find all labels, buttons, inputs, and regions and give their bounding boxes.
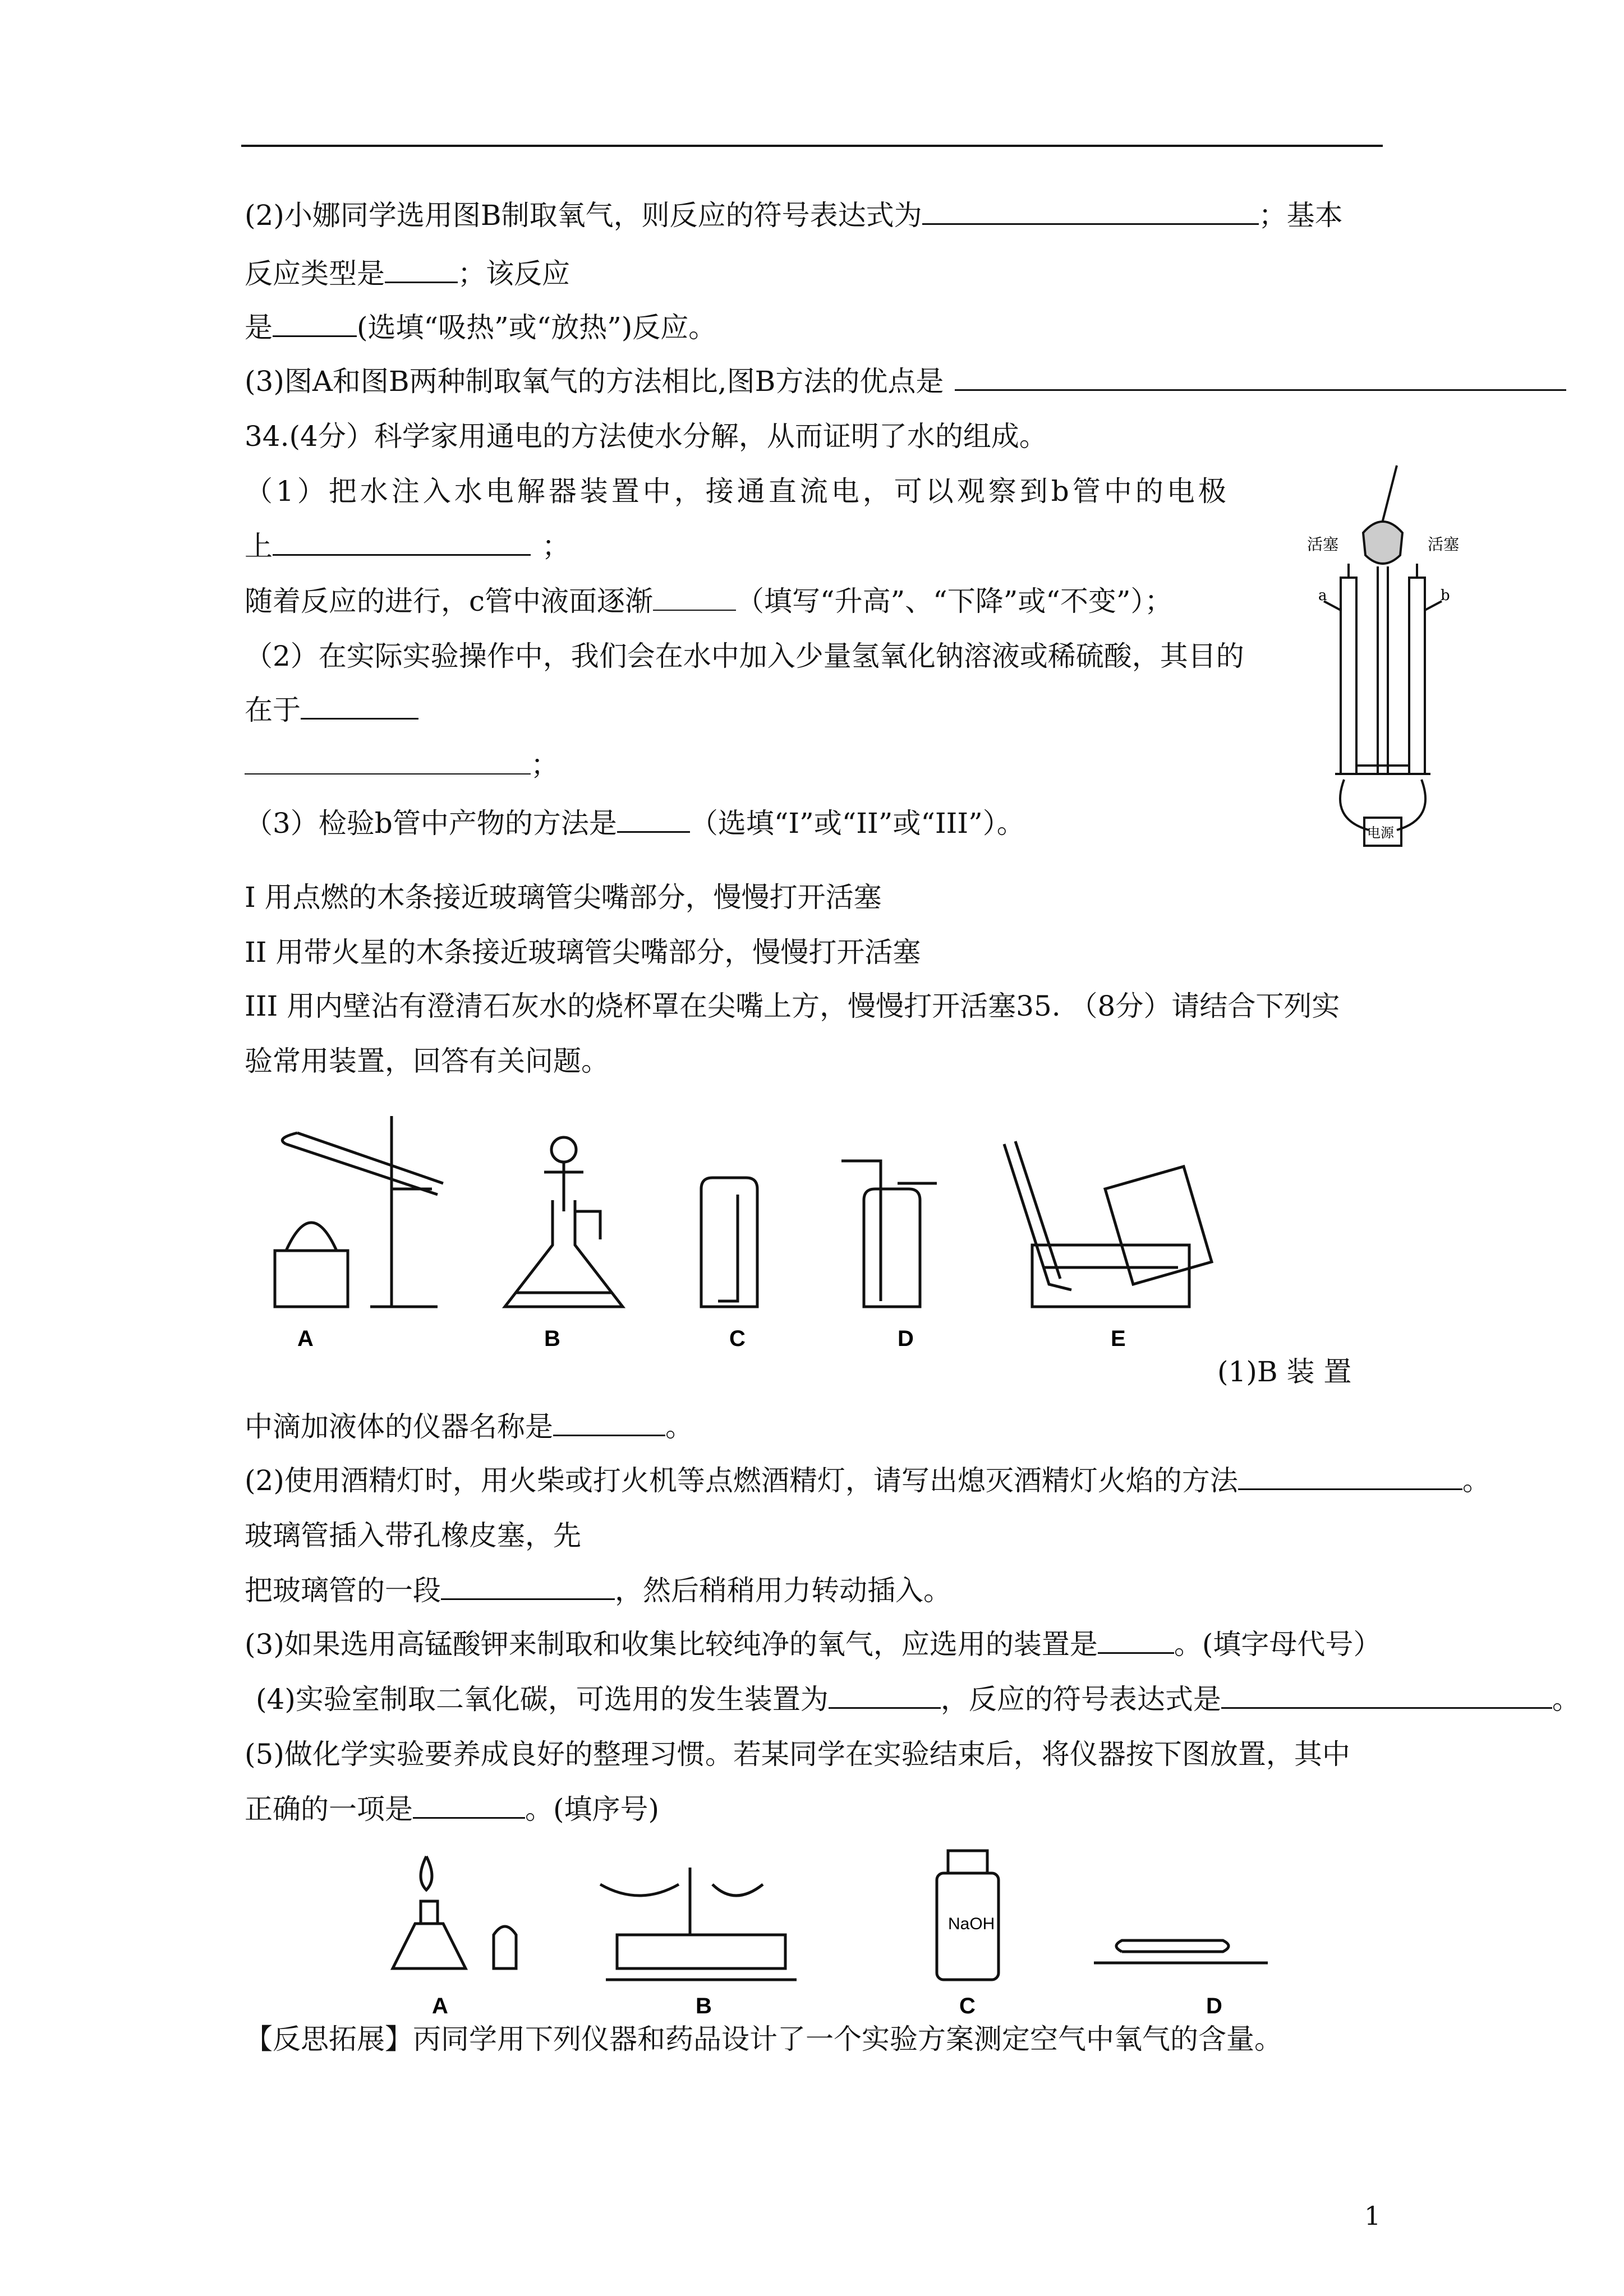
tube-b-label: b: [1441, 587, 1450, 604]
answer-blank[interactable]: [385, 257, 458, 283]
q35-1-line1: (1)B 装 置: [1217, 1356, 1352, 1388]
q35-intro: 验常用装置，回答有关问题。: [245, 1045, 609, 1077]
lab-apparatus-figure: [269, 1099, 1234, 1357]
q35-2-line2: 玻璃管插入带孔橡皮塞，先: [245, 1519, 581, 1552]
power-supply-label: 电源: [1367, 825, 1394, 841]
apparatus-label-e: E: [1111, 1326, 1126, 1351]
q35-2-line3: 把玻璃管的一段 ，然后稍稍用力转动插入。: [245, 1574, 951, 1607]
answer-blank[interactable]: [301, 693, 418, 720]
answer-blank[interactable]: [413, 1792, 525, 1819]
q35-5-line2: 正确的一项是 。(填序号): [245, 1793, 660, 1825]
q34-3-line: （3）检验b管中产物的方法是 （选填“I”或“II”或“III”）。: [245, 807, 1025, 840]
q34-1-line1: （1）把水注入水电解器装置中，接通直流电，可以观察到b管中的电极: [245, 475, 1230, 508]
valve-left-label: 活塞: [1307, 535, 1339, 554]
answer-blank[interactable]: [273, 311, 357, 337]
answer-blank[interactable]: [273, 529, 531, 556]
q34-2-line1: （2）在实际实验操作中，我们会在水中加入少量氢氧化钠溶液或稀硫酸，其目的: [245, 640, 1244, 672]
q34-2-line3: ；: [245, 748, 559, 782]
apparatus-label-a: A: [297, 1326, 314, 1351]
q35-5-line1: (5)做化学实验要养成良好的整理习惯。若某同学在实验结束后，将仪器按下图放置，其中: [245, 1738, 1350, 1771]
answer-blank[interactable]: [245, 749, 531, 774]
tidy-label-d: D: [1206, 1994, 1222, 2018]
q35-1-line2: 中滴加液体的仪器名称是 。: [245, 1410, 693, 1443]
reflection-line: 【反思拓展】丙同学用下列仪器和药品设计了一个实验方案测定空气中氧气的含量。: [245, 2023, 1282, 2055]
header-rule: [241, 145, 1383, 147]
answer-blank[interactable]: [1098, 1628, 1174, 1654]
answer-blank[interactable]: [955, 365, 1566, 391]
answer-blank[interactable]: [922, 199, 1259, 225]
option-i: I 用点燃的木条接近玻璃管尖嘴部分，慢慢打开活塞: [245, 881, 882, 914]
q34-title: 34.(4分）科学家用通电的方法使水分解，从而证明了水的组成。: [245, 420, 1047, 453]
q35-4-line: (4)实验室制取二氧化碳，可选用的发生装置为 ，反应的符号表达式是 。: [256, 1683, 1580, 1716]
q34-1-line2: 上 ；: [245, 530, 570, 563]
q33-3-line: (3)图A和图B两种制取氧气的方法相比,图B方法的优点是: [245, 365, 1566, 398]
q33-2-line3: 是 (选填“吸热”或“放热”)反应。: [245, 311, 717, 344]
q35-3-line: (3)如果选用高锰酸钾来制取和收集比较纯净的氧气，应选用的装置是 。(填字母代号）: [245, 1628, 1382, 1661]
q33-2-line1: (2)小娜同学选用图B制取氧气，则反应的符号表达式为 ；基本: [245, 199, 1343, 232]
electrolysis-apparatus-figure: [1290, 460, 1475, 864]
tidy-label-a: A: [432, 1994, 448, 2018]
q34-2-line2: 在于: [245, 693, 418, 727]
answer-blank[interactable]: [1221, 1682, 1552, 1709]
q33-2-line2: 反应类型是 ；该反应: [245, 257, 570, 290]
q35-2-line1: (2)使用酒精灯时，用火柴或打火机等点燃酒精灯，请写出熄灭酒精灯火焰的方法 。: [245, 1464, 1490, 1497]
bottle-label: NaOH: [948, 1915, 995, 1933]
tidy-label-b: B: [696, 1994, 712, 2018]
apparatus-label-b: B: [544, 1326, 560, 1351]
page-number: 1: [1364, 2201, 1381, 2231]
answer-blank[interactable]: [617, 806, 690, 833]
tube-a-label: a: [1318, 587, 1327, 604]
tidy-label-c: C: [959, 1994, 976, 2018]
answer-blank[interactable]: [653, 585, 736, 611]
answer-blank[interactable]: [1238, 1464, 1462, 1490]
instrument-placement-figure: [381, 1845, 1279, 2036]
valve-right-label: 活塞: [1428, 535, 1460, 554]
apparatus-label-c: C: [729, 1326, 746, 1351]
apparatus-label-d: D: [898, 1326, 914, 1351]
q34-1-line3: 随着反应的进行，c管中液面逐渐 （填写“升高”、“下降”或“不变”）；: [245, 585, 1173, 617]
answer-blank[interactable]: [553, 1410, 665, 1436]
answer-blank[interactable]: [829, 1682, 941, 1709]
option-ii: II 用带火星的木条接近玻璃管尖嘴部分，慢慢打开活塞: [245, 936, 921, 969]
answer-blank[interactable]: [441, 1574, 615, 1600]
option-iii: III 用内壁沾有澄清石灰水的烧杯罩在尖嘴上方，慢慢打开活塞35. （8分）请结合下列实: [245, 990, 1340, 1022]
